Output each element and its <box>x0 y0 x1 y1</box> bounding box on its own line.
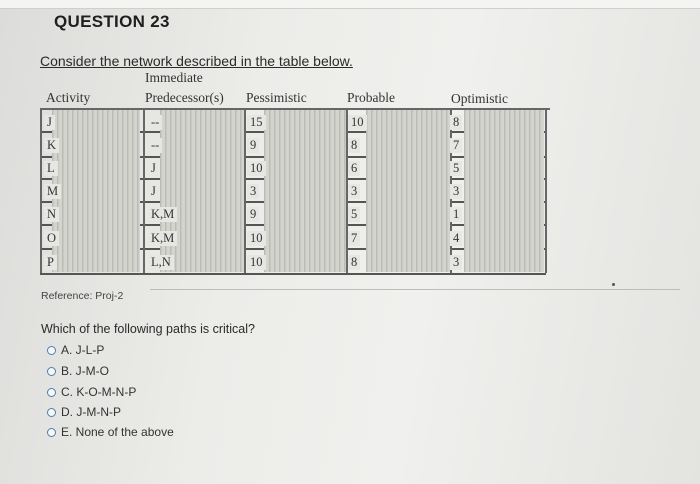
col-border <box>244 110 246 273</box>
cell-probable: 8 <box>348 138 360 153</box>
question-text: Consider the network described in the table below. <box>40 53 353 69</box>
cell-probable: 10 <box>348 115 367 130</box>
cell-optimistic: 4 <box>450 231 462 246</box>
header-immediate: Immediate <box>145 70 203 85</box>
option-d[interactable] <box>47 405 121 419</box>
hatch-optimistic <box>464 110 544 272</box>
option-a[interactable] <box>47 343 104 357</box>
cell-pessimistic: 15 <box>247 115 266 130</box>
cell-activity: J <box>44 115 55 130</box>
cell-probable: 8 <box>348 255 360 270</box>
cell-predecessor: J <box>148 161 159 176</box>
cell-predecessor: K,M <box>148 207 177 222</box>
cell-optimistic: 3 <box>450 184 462 199</box>
option-label: C. K-O-M-N-P <box>61 385 137 399</box>
cell-optimistic: 1 <box>450 207 462 222</box>
top-bar <box>0 0 700 9</box>
option-label: D. J-M-N-P <box>61 405 121 419</box>
col-border <box>143 110 145 273</box>
question-title: QUESTION 23 <box>54 12 170 31</box>
cell-probable: 3 <box>348 184 360 199</box>
row-rule <box>40 273 546 275</box>
cell-pessimistic: 9 <box>247 207 259 222</box>
cell-optimistic: 5 <box>450 161 462 176</box>
cell-optimistic: 3 <box>450 255 462 270</box>
cell-predecessor: -- <box>148 138 162 153</box>
network-table <box>40 70 550 280</box>
cell-predecessor: J <box>148 184 159 199</box>
option-c[interactable] <box>47 385 136 399</box>
reference-label: Reference: Proj-2 <box>41 290 124 302</box>
option-e[interactable] <box>47 425 174 439</box>
header-pessimistic: Pessimistic <box>246 90 307 105</box>
cell-activity: O <box>44 231 59 246</box>
cell-pessimistic: 9 <box>247 138 259 153</box>
dot-mark <box>612 283 615 286</box>
cell-pessimistic: 10 <box>247 161 266 176</box>
header-activity: Activity <box>46 90 91 105</box>
header-predecessor: Predecessor(s) <box>145 90 224 105</box>
cell-predecessor: -- <box>148 115 162 130</box>
option-label: E. None of the above <box>61 425 174 439</box>
cell-optimistic: 8 <box>450 115 462 130</box>
cell-probable: 5 <box>348 207 360 222</box>
radio-icon[interactable] <box>47 346 56 355</box>
radio-icon[interactable] <box>47 408 56 417</box>
radio-icon[interactable] <box>47 367 56 376</box>
section-divider <box>150 289 680 290</box>
cell-predecessor: K,M <box>148 231 177 246</box>
header-probable: Probable <box>347 90 395 105</box>
cell-pessimistic: 3 <box>247 184 259 199</box>
hatch-predecessor <box>160 110 244 272</box>
radio-icon[interactable] <box>47 428 56 437</box>
hatch-pessimistic <box>264 110 346 272</box>
cell-activity: P <box>44 255 57 270</box>
hatch-activity <box>52 110 140 272</box>
col-border <box>40 110 42 273</box>
cell-activity: L <box>44 161 58 176</box>
option-b[interactable] <box>47 364 109 378</box>
cell-pessimistic: 10 <box>247 255 266 270</box>
hatch-probable <box>366 110 450 272</box>
header-optimistic: Optimistic <box>451 91 508 106</box>
question-prompt: Which of the following paths is critical? <box>41 322 255 336</box>
cell-pessimistic: 10 <box>247 231 266 246</box>
radio-icon[interactable] <box>47 388 56 397</box>
col-border <box>545 110 547 273</box>
cell-activity: K <box>44 138 59 153</box>
option-label: B. J-M-O <box>61 364 109 378</box>
cell-optimistic: 7 <box>450 138 462 153</box>
option-label: A. J-L-P <box>61 343 105 357</box>
cell-predecessor: L,N <box>148 255 174 270</box>
cell-probable: 6 <box>348 161 360 176</box>
cell-activity: N <box>44 207 59 222</box>
cell-probable: 7 <box>348 231 360 246</box>
cell-activity: M <box>44 184 61 199</box>
